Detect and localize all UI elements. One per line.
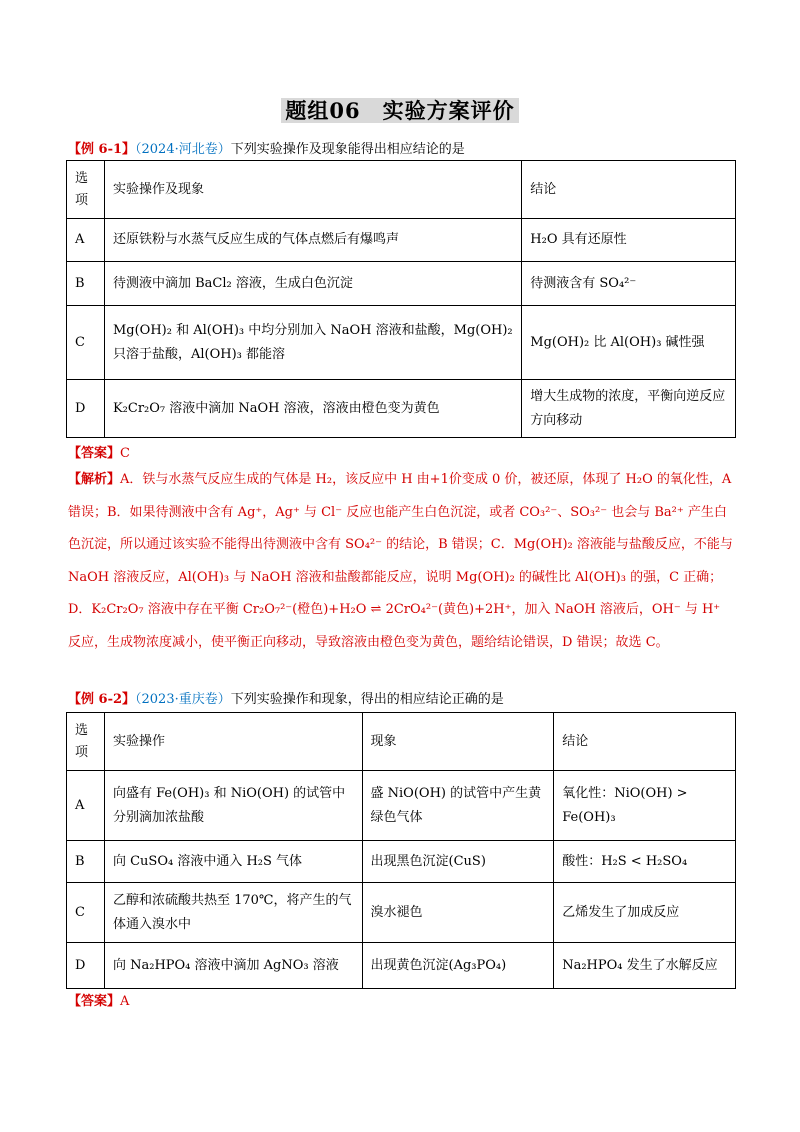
option-cell: D: [67, 943, 105, 989]
question-2-header: [68, 688, 504, 707]
question-stem: 下列实验操作和现象，得出的相应结论正确的是: [230, 692, 504, 707]
header-cell: 结论: [522, 161, 736, 219]
table-row: [67, 219, 736, 262]
question-2-table: [66, 712, 736, 989]
answer-value: C: [120, 446, 130, 461]
header-cell: 实验操作: [104, 713, 362, 771]
operation-cell: 向盛有 Fe(OH)₃ 和 NiO(OH) 的试管中分别滴加浓盐酸: [104, 771, 362, 841]
header-cell: 实验操作及现象: [104, 161, 521, 219]
conclusion-cell: 氧化性：NiO(OH) > Fe(OH)₃: [554, 771, 736, 841]
conclusion-cell: 酸性：H₂S < H₂SO₄: [554, 841, 736, 883]
operation-cell: Mg(OH)₂ 和 Al(OH)₃ 中均分别加入 NaOH 溶液和盐酸，Mg(OH)₂ 只溶于盐酸，Al(OH)₃ 都能溶: [104, 306, 521, 380]
conclusion-cell: 待测液含有 SO₄²⁻: [522, 262, 736, 306]
operation-cell: K₂Cr₂O₇ 溶液中滴加 NaOH 溶液，溶液由橙色变为黄色: [104, 380, 521, 438]
phenomenon-cell: 出现黄色沉淀(Ag₃PO₄): [362, 943, 554, 989]
table-header-row: [67, 161, 736, 219]
question-1-analysis: [68, 464, 734, 659]
table-row: [67, 883, 736, 943]
conclusion-cell: 乙烯发生了加成反应: [554, 883, 736, 943]
question-tag: 【例 6-1】: [68, 142, 136, 157]
conclusion-cell: Mg(OH)₂ 比 Al(OH)₃ 碱性强: [522, 306, 736, 380]
header-cell: 现象: [362, 713, 554, 771]
answer-label: 【答案】: [68, 446, 121, 461]
table-row: [67, 380, 736, 438]
table-row: [67, 771, 736, 841]
option-cell: A: [67, 771, 105, 841]
answer-value: A: [120, 994, 130, 1009]
page-title: 题组06 实验方案评价: [0, 95, 800, 125]
question-1-answer: [68, 442, 130, 461]
header-cell: 选项: [67, 713, 105, 771]
operation-cell: 待测液中滴加 BaCl₂ 溶液，生成白色沉淀: [104, 262, 521, 306]
question-source: （2024·河北卷）: [135, 142, 231, 157]
operation-cell: 还原铁粉与水蒸气反应生成的气体点燃后有爆鸣声: [104, 219, 521, 262]
option-cell: A: [67, 219, 105, 262]
analysis-text: A．铁与水蒸气反应生成的气体是 H₂，该反应中 H 由+1价变成 0 价，被还原，体现了 H₂O 的氧化性，A 错误；B．如果待测液中含有 Ag⁺，Ag⁺ 与 Cl⁻ 反应也能产生白色沉淀，或者 CO₃²⁻、SO₃²⁻ 也会与 Ba²⁺ 产生白色沉淀，所以通过该实验不能得出待测液中含有 SO₄²⁻ 的结论，B 错误；C．Mg(OH)₂ 溶液能与盐酸反应，不能与 NaOH 溶液反应，Al(OH)₃ 与 NaOH 溶液和盐酸都能反应，说明 Mg(OH)₂ 的碱性比 Al(OH)₃ 的强，C 正确；D．K₂Cr₂O₇ 溶液中存在平衡 Cr₂O₇²⁻(橙色)+H₂O ⇌ 2CrO₄²⁻(黄色)+2H⁺，加入 NaOH 溶液后，OH⁻ 与 H⁺ 反应，生成物浓度减小，使平衡正向移动，导致溶液由橙色变为黄色，题给结论错误，D 错误；故选 C。: [68, 472, 733, 650]
question-tag: 【例 6-2】: [68, 692, 136, 707]
question-stem: 下列实验操作及现象能得出相应结论的是: [230, 142, 465, 157]
operation-cell: 乙醇和浓硫酸共热至 170℃，将产生的气体通入溴水中: [104, 883, 362, 943]
header-cell: 结论: [554, 713, 736, 771]
option-cell: B: [67, 841, 105, 883]
phenomenon-cell: 溴水褪色: [362, 883, 554, 943]
answer-label: 【答案】: [68, 994, 121, 1009]
phenomenon-cell: 出现黑色沉淀(CuS): [362, 841, 554, 883]
option-cell: B: [67, 262, 105, 306]
question-source: （2023·重庆卷）: [135, 692, 231, 707]
option-cell: C: [67, 306, 105, 380]
conclusion-cell: Na₂HPO₄ 发生了水解反应: [554, 943, 736, 989]
table-row: [67, 262, 736, 306]
question-1-header: [68, 138, 465, 157]
option-cell: C: [67, 883, 105, 943]
option-cell: D: [67, 380, 105, 438]
question-1-table: [66, 160, 736, 438]
operation-cell: 向 Na₂HPO₄ 溶液中滴加 AgNO₃ 溶液: [104, 943, 362, 989]
conclusion-cell: H₂O 具有还原性: [522, 219, 736, 262]
operation-cell: 向 CuSO₄ 溶液中通入 H₂S 气体: [104, 841, 362, 883]
table-row: [67, 306, 736, 380]
phenomenon-cell: 盛 NiO(OH) 的试管中产生黄绿色气体: [362, 771, 554, 841]
table-row: [67, 841, 736, 883]
table-header-row: [67, 713, 736, 771]
question-2-answer: [68, 990, 129, 1009]
analysis-label: 【解析】: [68, 472, 121, 487]
header-cell: 选项: [67, 161, 105, 219]
conclusion-cell: 增大生成物的浓度，平衡向逆反应方向移动: [522, 380, 736, 438]
table-row: [67, 943, 736, 989]
